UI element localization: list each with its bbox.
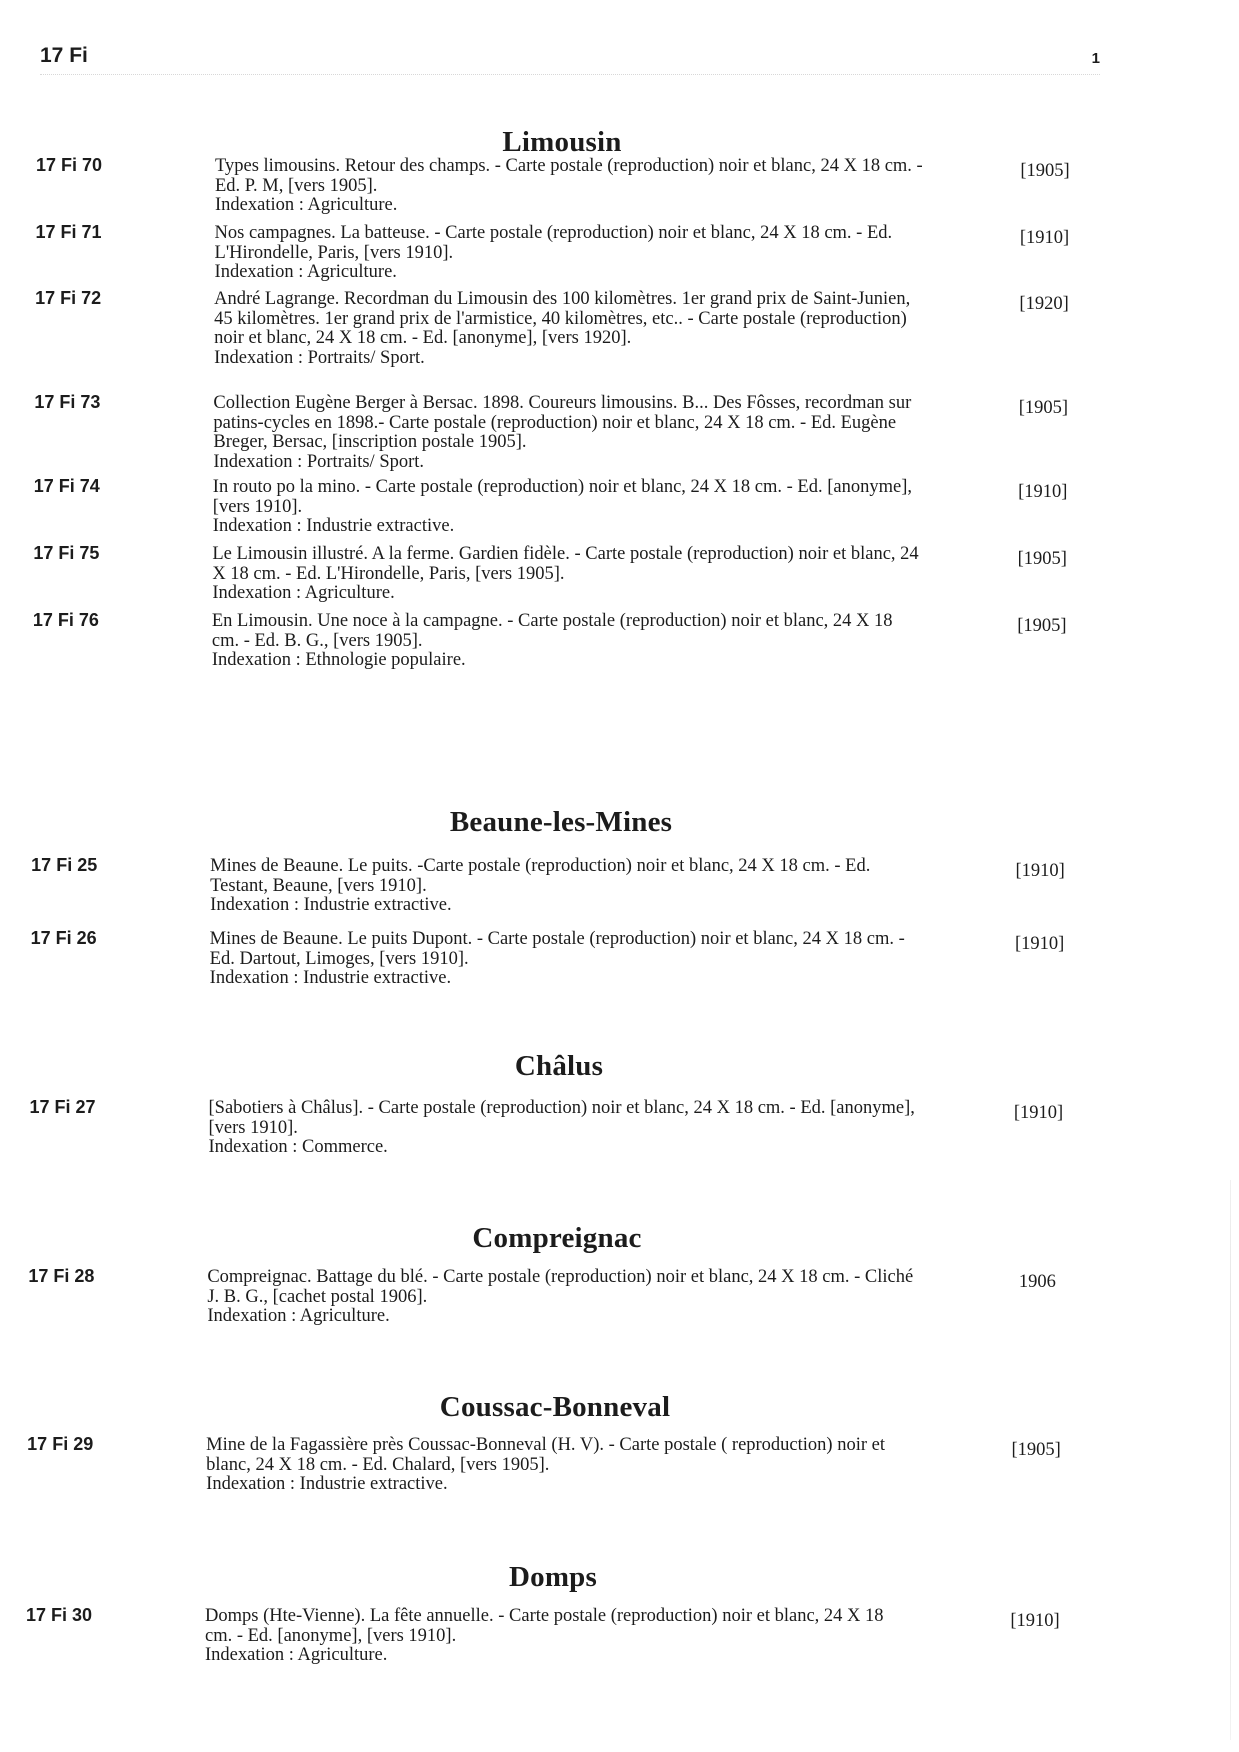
record-date: [1910]: [1018, 482, 1068, 502]
record-description: [Sabotiers à Châlus]. - Carte postale (reproduction) noir et blanc, 24 X 18 cm. - Ed. [anonyme], [vers 1910].: [208, 1098, 915, 1138]
record-cote: 17 Fi 76: [32, 610, 99, 630]
record-description: André Lagrange. Recordman du Limousin des 100 kilomètres. 1er grand prix de Saint-Junien, 45 kilomètres. 1er grand prix de l'armistice, 40 kilomètres, etc.. - Carte postale (reproduction) noir et blanc, 24 X 18 cm. - Ed. [anonyme], [vers 1920].: [214, 289, 911, 348]
record-description-block: [215, 157, 925, 216]
record-description: Collection Eugène Berger à Bersac. 1898. Coureurs limousins. B... Des Fôsses, recordman sur patins-cycles en 1898.- Carte postale (reproduction) noir et blanc, 24 X 18 cm. - Ed. Eugène Breger, Bersac, [inscription postale 1905].: [213, 393, 912, 452]
record-description-block: [210, 930, 920, 989]
record-date: [1910]: [1014, 934, 1065, 954]
record-description-block: [213, 394, 923, 472]
record-description-block: [206, 1436, 916, 1495]
record-cote: 17 Fi 73: [34, 392, 101, 412]
record-cote: 17 Fi 72: [35, 288, 102, 308]
record-date: [1905]: [1017, 549, 1067, 569]
record-date: [1905]: [1018, 398, 1069, 418]
scan-edge: [1230, 1180, 1231, 1740]
record-cote: 17 Fi 25: [31, 855, 98, 875]
record-indexation: Indexation : Agriculture.: [215, 195, 398, 215]
record-indexation: Indexation : Agriculture.: [207, 1306, 390, 1326]
section-heading: Compreignac: [472, 1222, 642, 1254]
record-description-block: [205, 1607, 915, 1666]
section-heading: Châlus: [514, 1050, 604, 1082]
fonds-label: 17 Fi: [40, 44, 88, 67]
record-description: Le Limousin illustré. A la ferme. Gardien fidèle. - Carte postale (reproduction) noir et blanc, 24 X 18 cm. - Ed. L'Hirondelle, Paris, [vers 1905].: [212, 544, 919, 584]
record-description-block: [212, 612, 922, 671]
record-description-block: [210, 857, 920, 916]
record-description-block: [214, 290, 924, 368]
record-indexation: Indexation : Agriculture.: [205, 1645, 388, 1665]
record-cote: 17 Fi 27: [29, 1097, 96, 1117]
section-heading: Domps: [508, 1561, 597, 1593]
record-date: [1910]: [1015, 861, 1065, 881]
page-number: 1: [1091, 50, 1100, 67]
record-indexation: Indexation : Agriculture.: [214, 262, 397, 282]
record-description-block: [215, 224, 925, 283]
record-date: [1905]: [1011, 1440, 1061, 1460]
record-description: Mines de Beaune. Le puits Dupont. - Carte postale (reproduction) noir et blanc, 24 X 18 cm. - Ed. Dartout, Limoges, [vers 1910].: [209, 929, 905, 969]
record-description: In routo po la mino. - Carte postale (reproduction) noir et blanc, 24 X 18 cm. - Ed. [anonyme], [vers 1910].: [212, 477, 912, 517]
record-indexation: Indexation : Portraits/ Sport.: [213, 451, 425, 472]
record-description: En Limousin. Une noce à la campagne. - Carte postale (reproduction) noir et blanc, 24 X 18 cm. - Ed. B. G., [vers 1905].: [211, 611, 893, 651]
record-date: [1920]: [1019, 294, 1069, 314]
record-indexation: Indexation : Ethnologie populaire.: [211, 650, 466, 670]
record-cote: 17 Fi 30: [26, 1605, 93, 1625]
page-header: [40, 44, 1100, 78]
record-indexation: Indexation : Industrie extractive.: [206, 1474, 448, 1494]
record-description-block: [207, 1268, 917, 1327]
record-date: [1905]: [1020, 161, 1070, 181]
record-description-block: [209, 1099, 919, 1158]
record-indexation: Indexation : Portraits/ Sport.: [214, 347, 425, 368]
record-description: Compreignac. Battage du blé. - Carte postale (reproduction) noir et blanc, 24 X 18 cm. - Cliché J. B. G., [cachet postal 1906].: [207, 1267, 914, 1307]
record-cote: 17 Fi 28: [28, 1266, 95, 1286]
record-description: Mine de la Fagassière près Coussac-Bonneval (H. V). - Carte postale ( reproduction) noir et blanc, 24 X 18 cm. - Ed. Chalard, [vers 1905].: [206, 1435, 885, 1475]
record-indexation: Indexation : Industrie extractive.: [209, 968, 452, 988]
record-date: [1910]: [1019, 228, 1070, 248]
record-description: Types limousins. Retour des champs. - Carte postale (reproduction) noir et blanc, 24 X 18 cm. - Ed. P. M, [vers 1905].: [215, 156, 923, 196]
record-cote: 17 Fi 29: [27, 1434, 94, 1454]
record-date: [1910]: [1010, 1611, 1060, 1631]
record-date: 1906: [1018, 1272, 1056, 1292]
record-indexation: Indexation : Commerce.: [208, 1137, 388, 1157]
record-cote: 17 Fi 75: [33, 543, 100, 563]
record-description-block: [213, 478, 923, 537]
record-description: Mines de Beaune. Le puits. -Carte postale (reproduction) noir et blanc, 24 X 18 cm. - Ed. Testant, Beaune, [vers 1910].: [210, 856, 871, 896]
record-cote: 17 Fi 71: [35, 222, 102, 242]
section-heading: Beaune-les-Mines: [449, 806, 673, 838]
section-heading: Limousin: [502, 126, 622, 158]
record-cote: 17 Fi 74: [33, 476, 100, 496]
record-description: Nos campagnes. La batteuse. - Carte postale (reproduction) noir et blanc, 24 X 18 cm. - Ed. L'Hirondelle, Paris, [vers 1910].: [214, 223, 893, 263]
record-date: [1910]: [1013, 1103, 1064, 1123]
record-cote: 17 Fi 26: [30, 928, 97, 948]
header-rule: [40, 74, 1100, 75]
record-indexation: Indexation : Industrie extractive.: [210, 895, 452, 915]
record-cote: 17 Fi 70: [36, 155, 103, 175]
record-description: Domps (Hte-Vienne). La fête annuelle. - Carte postale (reproduction) noir et blanc, 24 X 18 cm. - Ed. [anonyme], [vers 1910].: [205, 1606, 884, 1646]
record-indexation: Indexation : Agriculture.: [212, 583, 395, 603]
record-indexation: Indexation : Industrie extractive.: [212, 516, 455, 536]
record-description-block: [212, 545, 922, 604]
section-heading: Coussac-Bonneval: [439, 1391, 671, 1423]
record-date: [1905]: [1017, 616, 1067, 636]
